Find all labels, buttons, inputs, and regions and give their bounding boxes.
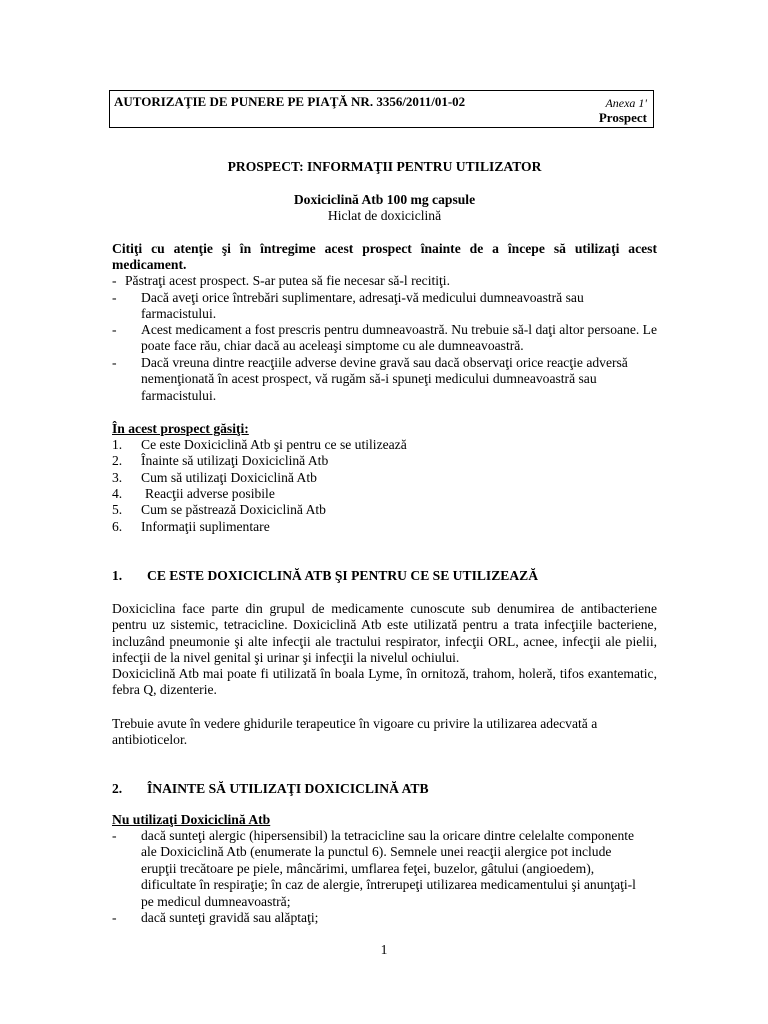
toc-item: 6. Informaţii suplimentare xyxy=(112,519,270,534)
toc-title: În acest prospect găsiţi: xyxy=(112,421,249,436)
intro-item: - Dacă vreuna dintre reacţiile adverse devine gravă sau dacă observaţi orice reacţie adversă nemenţionată în acest prospect, vă rugăm să-i spuneţi medicului dumneavoastră sau farmacistului. xyxy=(112,355,628,403)
contraindication-item: - dacă sunteţi alergic (hipersensibil) la tetracicline sau la oricare dintre celelalte componente ale Doxiciclină Atb (enumerate la punctul 6). Semnele unei reacţii alergice pot include erupţii trecătoare pe piele, mâncărimi, umflarea feţei, buzelor, gâtului (angioedem), dificultate în respiraţie; în caz de alergie, întrerupeţi utilizarea medicamentului şi anunţaţi-l pe medicul dumneavoastră; xyxy=(112,828,636,909)
section-2-subtitle: Nu utilizaţi Doxiciclină Atb xyxy=(112,812,271,827)
intro-item: - Păstraţi acest prospect. S-ar putea să fie necesar să-l recitiţi. xyxy=(112,273,450,288)
toc-item: 3. Cum să utilizaţi Doxiciclină Atb xyxy=(112,470,317,485)
document-title: PROSPECT: INFORMAŢII PENTRU UTILIZATOR xyxy=(227,159,542,174)
section-2-heading: 2. ÎNAINTE SĂ UTILIZAŢI DOXICICLINĂ ATB xyxy=(112,781,429,796)
annex-label: Anexa 1' xyxy=(605,96,647,110)
prospect-label: Prospect xyxy=(598,110,647,125)
product-name: Doxiciclină Atb 100 mg capsule xyxy=(293,192,476,207)
toc-item: 4. Reacţii adverse posibile xyxy=(112,486,275,501)
intro-warning: Citiţi cu atenţie şi în întregime acest prospect înainte de a începe să utilizaţi acest medicament. xyxy=(112,241,657,273)
authorization-number: AUTORIZAŢIE DE PUNERE PE PIAŢĂ NR. 3356/2011/01-02 xyxy=(114,94,466,109)
toc-item: 2. Înainte să utilizaţi Doxiciclină Atb xyxy=(112,453,329,468)
toc-item: 1. Ce este Doxiciclină Atb şi pentru ce se utilizează xyxy=(112,437,407,452)
substance-name: Hiclat de doxiciclină xyxy=(327,208,442,223)
section-1-paragraph: Trebuie avute în vedere ghidurile terapeutice în vigoare cu privire la utilizarea adecvată a antibioticelor. xyxy=(112,716,598,748)
page-number: 1 xyxy=(380,942,388,957)
section-1-paragraph: Doxiciclina face parte din grupul de medicamente cunoscute sub denumirea de antibacteriene pentru uz sistemic, tetracicline. Doxiciclină Atb este utilizată pentru a trata infecţiile bacteriene, incluzând pneumonie şi alte infecţii ale tractului respirator, infecţii ORL, acnee, infecţii ale pielii, infecţii de la nivel genital şi urinar şi infecţii la nivelul ochiului. xyxy=(112,601,657,666)
intro-item: - Acest medicament a fost prescris pentru dumneavoastră. Nu trebuie să-l daţi altor persoane. Le poate face rău, chiar dacă au aceleaşi simptome cu ale dumneavoastră. xyxy=(112,322,657,354)
section-1-heading: 1. CE ESTE DOXICICLINĂ ATB ŞI PENTRU CE SE UTILIZEAZĂ xyxy=(112,568,539,583)
toc-item: 5. Cum se păstrează Doxiciclină Atb xyxy=(112,502,326,517)
header-box xyxy=(109,90,654,128)
section-1-paragraph: Doxiciclină Atb mai poate fi utilizată în boala Lyme, în ornitoză, trahom, holeră, tifos exantematic, febra Q, dizenterie. xyxy=(112,666,657,698)
contraindication-item: - dacă sunteţi gravidă sau alăptaţi; xyxy=(112,910,319,925)
intro-item: - Dacă aveţi orice întrebări suplimentare, adresaţi-vă medicului dumneavoastră sau farmacistului. xyxy=(112,290,584,322)
